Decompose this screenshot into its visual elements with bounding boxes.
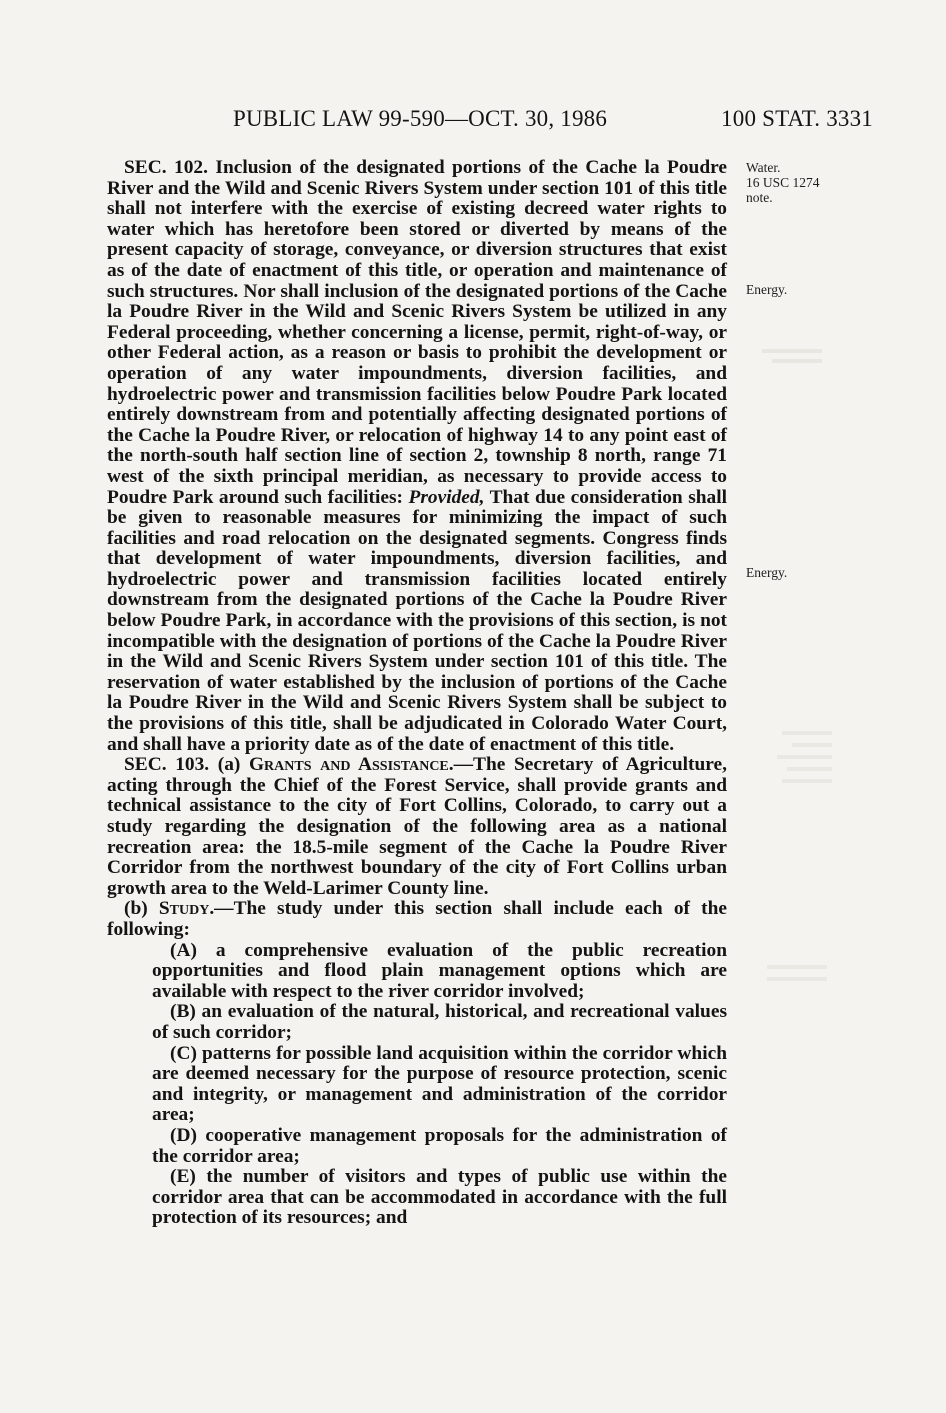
margin-note-usc-citation: 16 USC 1274 <box>746 175 820 190</box>
page-header <box>233 106 873 136</box>
header-stat-page: 100 STAT. 3331 <box>721 106 873 131</box>
provided-proviso: Provided, <box>408 486 485 508</box>
section-103a-paragraph <box>107 755 727 899</box>
study-item-a: (A) a comprehensive evaluation of the public recreation opportunities and flood plain management options which are available with respect to the river corridor involved; <box>152 939 727 1002</box>
section-label: SEC. <box>124 157 167 178</box>
study-item-b: (B) an evaluation of the natural, historical, and recreational values of such corridor; <box>152 1001 727 1043</box>
section-102-text: 102. Inclusion of the designated portions of the Cache la Poudre River and the Wild and Scenic Rivers System under section 101 of this title shall not interfere with the exercise of existing decreed water rights to water which has heretofore been stored or diverted by means of the present capacity of storage, conveyance, or diversion structures that exist as of the date of enactment of this title, or operation and maintenance of such structures. Nor shall inclusion of the designated portions of the Cache la Poudre River in the Wild and Scenic Rivers System be utilized in any Federal proceeding, whether concerning a license, permit, right-of-way, or other Federal action, as a reason or basis to prohibit the development or operation of any water impoundments, diversion facilities, and hydroelectric power and transmission facilities below Poudre Park located entirely downstream from and potentially affecting designated portions of the Cache la Poudre River, or relocation of highway 14 to any point east of the north-south half section line of section 2, township 8 north, range 71 west of the sixth principal meridian, as necessary to provide access to Poudre Park around such facilities: <box>107 157 727 508</box>
section-103a-text: .—The Secretary of Agriculture, acting through the Chief of the Forest Service, shall provide grants and technical assistance to the city of Fort Collins, Colorado, to carry out a study regarding the designation of the following area as a national recreation area: the 18.5-mile segment of the Cache la Poudre River Corridor from the northwest boundary of the city of Fort Collins urban growth area to the Weld-Larimer County line. <box>107 754 727 899</box>
grants-and-assistance-heading: Grants and Assistance <box>248 754 449 776</box>
margin-note-water <box>746 160 820 205</box>
margin-note-water-label: Water. <box>746 160 781 175</box>
header-public-law: PUBLIC LAW 99-590—OCT. 30, 1986 <box>233 106 608 131</box>
study-item-d: (D) cooperative management proposals for the administration of the corridor area; <box>152 1124 727 1167</box>
study-item-c: (C) patterns for possible land acquisition within the corridor which are deemed necessary for the purpose of resource protection, scenic and integrity, or management and administration of the corridor area; <box>152 1042 727 1126</box>
section-102-paragraph <box>107 158 727 755</box>
bleed-through-mark <box>752 345 832 369</box>
study-item-e: (E) the number of visitors and types of public use within the corridor area that can be accommodated in accordance with the full protection of its resources; and <box>152 1166 727 1229</box>
section-103b-prefix: (b) <box>124 898 159 920</box>
section-102-text-continued: That due consideration shall be given to reasonable measures for minimizing the impact of such facilities and road relocation on the designated segments. Congress finds that development of water impoundments, diversion facilities, and hydroelectric power and transmission facilities located entirely downstream from the designated portions of the Cache la Poudre River below Poudre Park, in accordance with the provisions of this section, is not incompatible with the designation of portions of the Cache la Poudre River in the Wild and Scenic Rivers System under section 101 of this title. The reservation of water established by the inclusion of portions of the Cache la Poudre River in the Wild and Scenic Rivers System shall be subject to the provisions of this title, shall be adjudicated in Colorado Water Court, and shall have a priority date as of the date of enactment of this title. <box>107 486 727 755</box>
bleed-through-mark <box>752 962 832 992</box>
margin-note-note: note. <box>746 190 773 205</box>
study-heading: Study <box>158 898 210 920</box>
margin-note-energy-1: Energy. <box>746 282 788 297</box>
statute-body <box>107 158 727 1229</box>
section-label: SEC. <box>124 754 167 776</box>
margin-note-energy-2: Energy. <box>746 565 788 580</box>
section-103b-paragraph <box>107 899 727 940</box>
section-103b-text: .—The study under this section shall include each of the following: <box>107 898 728 940</box>
bleed-through-mark <box>752 728 832 818</box>
section-103a-prefix: 103. (a) <box>166 754 249 776</box>
